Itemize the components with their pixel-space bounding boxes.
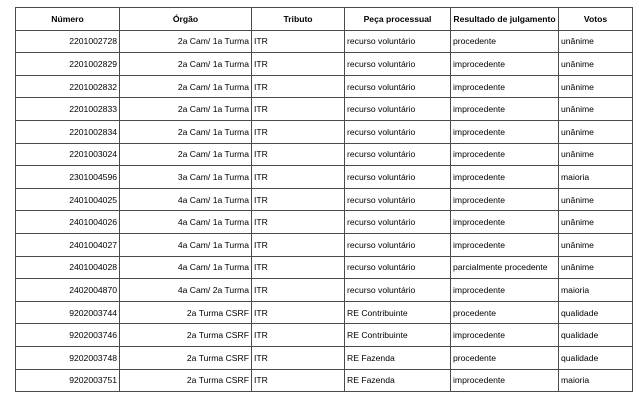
header-orgao: Órgão xyxy=(120,8,252,31)
cell-peca-processual: recurso voluntário xyxy=(345,98,451,121)
cell-orgao: 2a Turma CSRF xyxy=(120,301,252,324)
cell-resultado: improcedente xyxy=(451,166,559,189)
cell-peca-processual: recurso voluntário xyxy=(345,120,451,143)
table-row xyxy=(16,346,633,369)
table-row xyxy=(16,279,633,302)
cell-votos: unânime xyxy=(559,98,633,121)
cell-votos: unânime xyxy=(559,143,633,166)
cell-numero: 2201002728 xyxy=(16,30,120,53)
cell-orgao: 4a Cam/ 2a Turma xyxy=(120,279,252,302)
cell-tributo: ITR xyxy=(252,53,345,76)
cell-tributo: ITR xyxy=(252,301,345,324)
cell-tributo: ITR xyxy=(252,166,345,189)
cell-votos: qualidade xyxy=(559,324,633,347)
cell-orgao: 2a Cam/ 1a Turma xyxy=(120,98,252,121)
cell-numero: 2401004027 xyxy=(16,233,120,256)
cell-resultado: improcedente xyxy=(451,75,559,98)
header-votos: Votos xyxy=(559,8,633,31)
table-row xyxy=(16,233,633,256)
cell-numero: 2401004026 xyxy=(16,211,120,234)
header-resultado: Resultado de julgamento xyxy=(451,8,559,31)
cell-peca-processual: RE Contribuinte xyxy=(345,324,451,347)
cell-tributo: ITR xyxy=(252,75,345,98)
cell-tributo: ITR xyxy=(252,143,345,166)
cell-numero: 2201003024 xyxy=(16,143,120,166)
table-header xyxy=(16,8,633,31)
cell-peca-processual: recurso voluntário xyxy=(345,188,451,211)
cell-resultado: procedente xyxy=(451,301,559,324)
cell-orgao: 2a Cam/ 1a Turma xyxy=(120,30,252,53)
cell-orgao: 4a Cam/ 1a Turma xyxy=(120,188,252,211)
table-row xyxy=(16,53,633,76)
cell-numero: 9202003751 xyxy=(16,369,120,392)
cell-peca-processual: RE Contribuinte xyxy=(345,301,451,324)
cell-numero: 9202003746 xyxy=(16,324,120,347)
cell-peca-processual: recurso voluntário xyxy=(345,279,451,302)
table-row xyxy=(16,30,633,53)
cell-tributo: ITR xyxy=(252,188,345,211)
cell-numero: 2401004025 xyxy=(16,188,120,211)
cell-votos: unânime xyxy=(559,188,633,211)
table-row xyxy=(16,75,633,98)
cell-peca-processual: recurso voluntário xyxy=(345,256,451,279)
cell-peca-processual: recurso voluntário xyxy=(345,143,451,166)
cell-votos: qualidade xyxy=(559,301,633,324)
table-row xyxy=(16,166,633,189)
cell-resultado: improcedente xyxy=(451,233,559,256)
cell-tributo: ITR xyxy=(252,120,345,143)
header-tributo: Tributo xyxy=(252,8,345,31)
table-row xyxy=(16,143,633,166)
cell-peca-processual: recurso voluntário xyxy=(345,233,451,256)
cell-orgao: 4a Cam/ 1a Turma xyxy=(120,211,252,234)
cell-resultado: improcedente xyxy=(451,53,559,76)
cell-numero: 2201002834 xyxy=(16,120,120,143)
cell-votos: qualidade xyxy=(559,346,633,369)
cell-votos: unânime xyxy=(559,211,633,234)
cell-orgao: 2a Turma CSRF xyxy=(120,369,252,392)
cell-votos: maioria xyxy=(559,279,633,302)
cell-tributo: ITR xyxy=(252,98,345,121)
cell-tributo: ITR xyxy=(252,233,345,256)
cell-numero: 2301004596 xyxy=(16,166,120,189)
cell-tributo: ITR xyxy=(252,279,345,302)
cell-numero: 2201002832 xyxy=(16,75,120,98)
cell-resultado: improcedente xyxy=(451,143,559,166)
cell-resultado: improcedente xyxy=(451,211,559,234)
cell-resultado: improcedente xyxy=(451,120,559,143)
cell-orgao: 2a Cam/ 1a Turma xyxy=(120,53,252,76)
cell-orgao: 2a Cam/ 1a Turma xyxy=(120,120,252,143)
cell-orgao: 2a Turma CSRF xyxy=(120,324,252,347)
cell-resultado: improcedente xyxy=(451,98,559,121)
header-row xyxy=(16,8,633,31)
cell-tributo: ITR xyxy=(252,324,345,347)
cell-orgao: 2a Cam/ 1a Turma xyxy=(120,143,252,166)
cell-numero: 2201002829 xyxy=(16,53,120,76)
cell-numero: 9202003748 xyxy=(16,346,120,369)
cell-peca-processual: recurso voluntário xyxy=(345,166,451,189)
cell-resultado: procedente xyxy=(451,346,559,369)
cell-votos: unânime xyxy=(559,233,633,256)
table-row xyxy=(16,256,633,279)
cell-votos: unânime xyxy=(559,120,633,143)
cell-peca-processual: recurso voluntário xyxy=(345,30,451,53)
cell-resultado: improcedente xyxy=(451,324,559,347)
judgment-table xyxy=(15,7,633,392)
cell-orgao: 2a Cam/ 1a Turma xyxy=(120,75,252,98)
table-row xyxy=(16,188,633,211)
cell-peca-processual: recurso voluntário xyxy=(345,75,451,98)
header-peca-processual: Peça processual xyxy=(345,8,451,31)
cell-tributo: ITR xyxy=(252,256,345,279)
header-numero: Número xyxy=(16,8,120,31)
table-row xyxy=(16,98,633,121)
cell-numero: 9202003744 xyxy=(16,301,120,324)
cell-peca-processual: RE Fazenda xyxy=(345,346,451,369)
cell-resultado: improcedente xyxy=(451,188,559,211)
cell-numero: 2401004028 xyxy=(16,256,120,279)
cell-votos: maioria xyxy=(559,166,633,189)
cell-tributo: ITR xyxy=(252,369,345,392)
cell-peca-processual: RE Fazenda xyxy=(345,369,451,392)
cell-votos: maioria xyxy=(559,369,633,392)
table-row xyxy=(16,211,633,234)
cell-resultado: procedente xyxy=(451,30,559,53)
cell-tributo: ITR xyxy=(252,211,345,234)
cell-resultado: parcialmente procedente xyxy=(451,256,559,279)
cell-tributo: ITR xyxy=(252,346,345,369)
table-row xyxy=(16,120,633,143)
cell-orgao: 3a Cam/ 1a Turma xyxy=(120,166,252,189)
cell-votos: unânime xyxy=(559,30,633,53)
cell-orgao: 4a Cam/ 1a Turma xyxy=(120,256,252,279)
cell-tributo: ITR xyxy=(252,30,345,53)
cell-peca-processual: recurso voluntário xyxy=(345,211,451,234)
cell-resultado: improcedente xyxy=(451,279,559,302)
cell-orgao: 4a Cam/ 1a Turma xyxy=(120,233,252,256)
cell-orgao: 2a Turma CSRF xyxy=(120,346,252,369)
table-row xyxy=(16,324,633,347)
cell-numero: 2402004870 xyxy=(16,279,120,302)
table-body xyxy=(16,30,633,392)
cell-numero: 2201002833 xyxy=(16,98,120,121)
table-row xyxy=(16,369,633,392)
cell-votos: unânime xyxy=(559,75,633,98)
cell-votos: unânime xyxy=(559,53,633,76)
cell-resultado: improcedente xyxy=(451,369,559,392)
cell-peca-processual: recurso voluntário xyxy=(345,53,451,76)
table-row xyxy=(16,301,633,324)
cell-votos: unânime xyxy=(559,256,633,279)
